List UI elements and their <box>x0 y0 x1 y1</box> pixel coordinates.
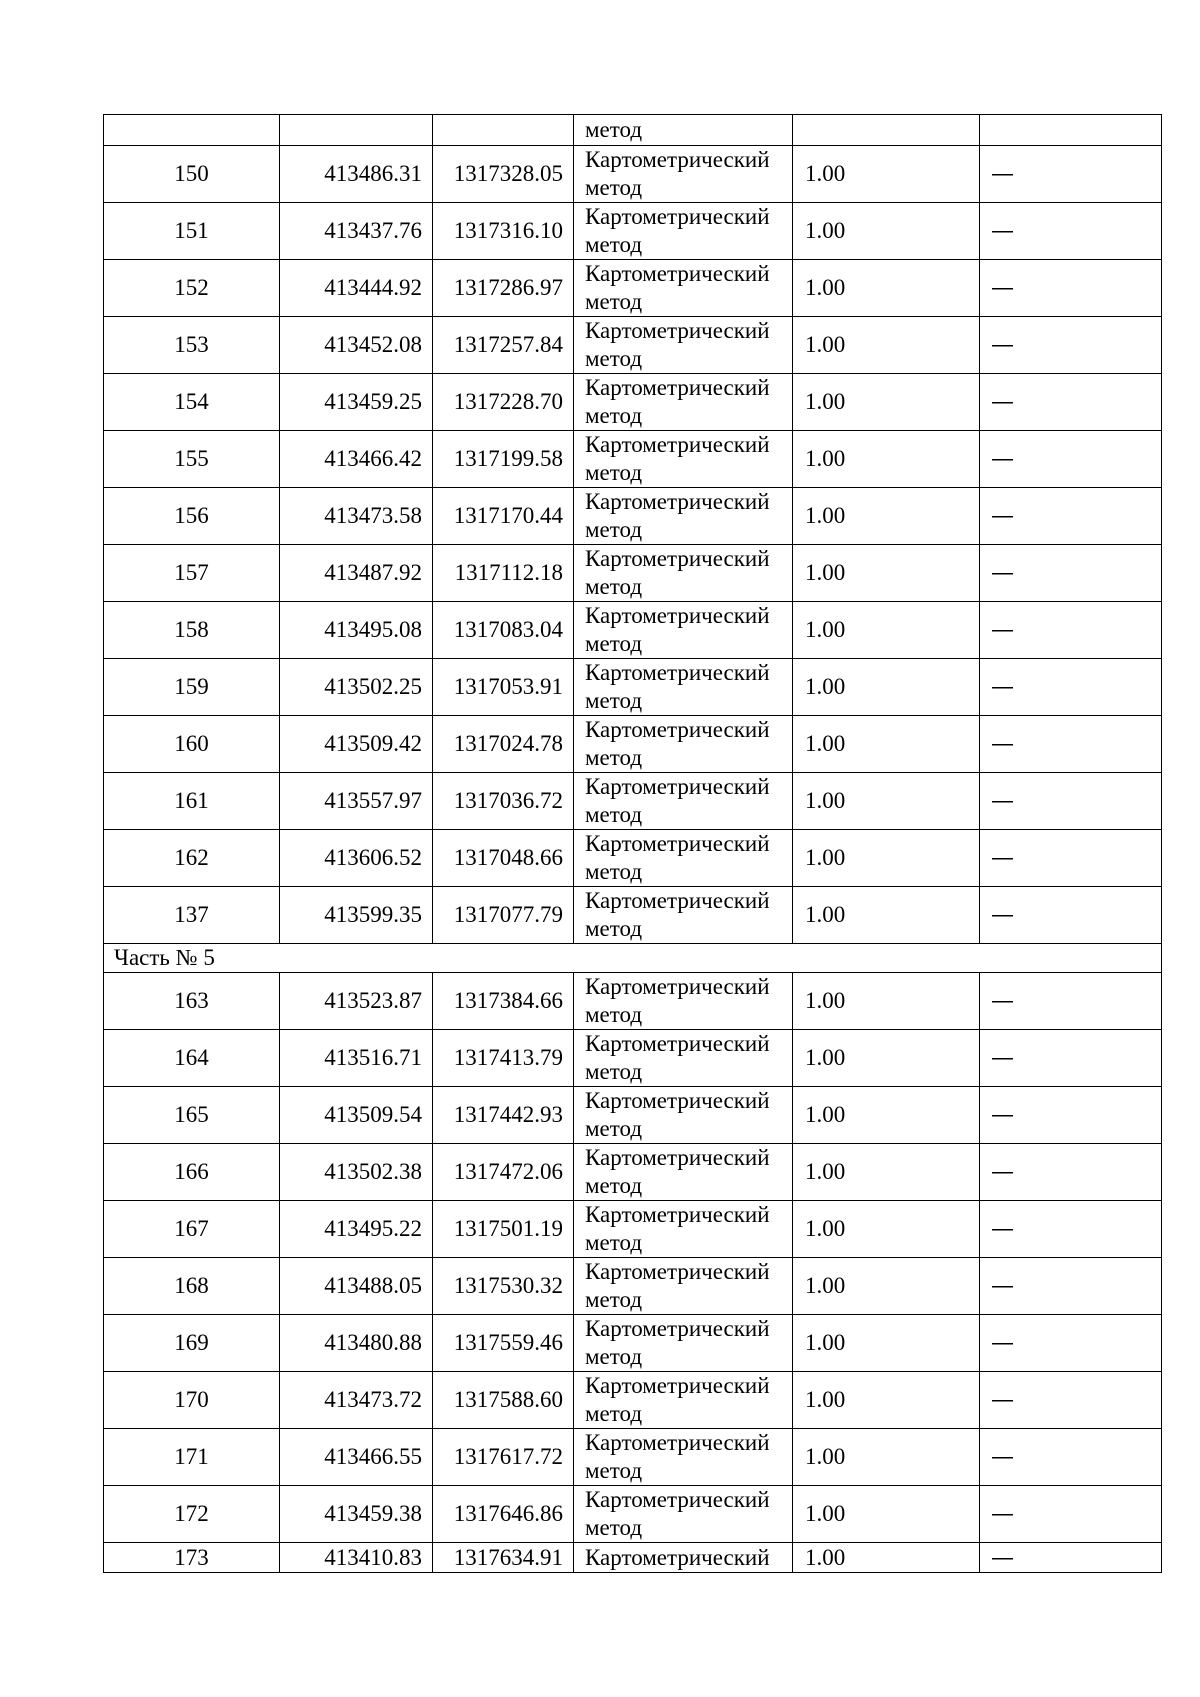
cell-method <box>574 1315 793 1372</box>
cell-coordinate-x: 413466.42 <box>280 431 433 488</box>
method-line-2: метод <box>585 517 643 542</box>
cell-method <box>574 431 793 488</box>
cell-coordinate-y: 1317472.06 <box>433 1144 574 1201</box>
cell-description <box>980 887 1162 944</box>
method-line-1: Картометрический <box>585 831 770 856</box>
cell-point-number: 171 <box>104 1429 280 1486</box>
cell-description <box>980 374 1162 431</box>
cell-description <box>980 1087 1162 1144</box>
method-line-1: Картометрический <box>585 1031 770 1056</box>
table-row <box>104 1087 1162 1144</box>
cell-description <box>980 1486 1162 1543</box>
method-line-2: метод <box>585 859 643 884</box>
cell-description <box>980 716 1162 773</box>
cell-method <box>574 1372 793 1429</box>
cell-coordinate-x: 413486.31 <box>280 146 433 203</box>
cell-method <box>574 659 793 716</box>
method-line-2: метод <box>585 1116 643 1141</box>
cell-method <box>574 1144 793 1201</box>
cell-coordinate-y: 1317530.32 <box>433 1258 574 1315</box>
description-dash: — <box>991 788 1014 814</box>
table-row <box>104 1543 1162 1573</box>
description-dash: — <box>991 1330 1014 1356</box>
cell-point-number: 151 <box>104 203 280 260</box>
cell-accuracy: 1.00 <box>793 1315 980 1372</box>
cell-coordinate-x: 413509.42 <box>280 716 433 773</box>
cell-coordinate-x: 413495.08 <box>280 602 433 659</box>
cell-coordinate-y: 1317083.04 <box>433 602 574 659</box>
cell-coordinate-y: 1317112.18 <box>433 545 574 602</box>
cell-coordinate-x: 413480.88 <box>280 1315 433 1372</box>
cell-description <box>980 602 1162 659</box>
cell-coordinate-y: 1317257.84 <box>433 317 574 374</box>
cell-method <box>574 830 793 887</box>
cell-accuracy: 1.00 <box>793 973 980 1030</box>
cell-description <box>980 973 1162 1030</box>
description-dash: — <box>991 988 1014 1014</box>
description-dash: — <box>991 275 1014 301</box>
description-dash: — <box>991 902 1014 928</box>
cell-accuracy: 1.00 <box>793 716 980 773</box>
method-line-1: Картометрический <box>585 1202 770 1227</box>
method-line-1: Картометрический <box>585 888 770 913</box>
cell-coordinate-y: 1317588.60 <box>433 1372 574 1429</box>
description-dash: — <box>991 617 1014 643</box>
cell-coordinate-y: 1317048.66 <box>433 830 574 887</box>
cell-y-empty <box>433 115 574 146</box>
description-dash: — <box>991 1544 1014 1571</box>
cell-coordinate-y: 1317024.78 <box>433 716 574 773</box>
cell-description <box>980 1144 1162 1201</box>
description-dash: — <box>991 1444 1014 1470</box>
table-row <box>104 830 1162 887</box>
method-line-2: метод <box>585 1002 643 1027</box>
cell-method <box>574 1201 793 1258</box>
cell-accuracy: 1.00 <box>793 830 980 887</box>
method-line-1: Картометрический <box>585 1145 770 1170</box>
cell-point-number: 160 <box>104 716 280 773</box>
method-tail-text: метод <box>585 117 643 142</box>
cell-coordinate-y: 1317316.10 <box>433 203 574 260</box>
cell-coordinate-x: 413599.35 <box>280 887 433 944</box>
method-line-2: метод <box>585 631 643 656</box>
cell-method <box>574 146 793 203</box>
table-row <box>104 1429 1162 1486</box>
table-row <box>104 716 1162 773</box>
method-line-2: метод <box>585 1458 643 1483</box>
method-line-1: Картометрический <box>585 1088 770 1113</box>
table-row <box>104 1372 1162 1429</box>
cell-coordinate-y: 1317501.19 <box>433 1201 574 1258</box>
cell-point-number: 156 <box>104 488 280 545</box>
cell-point-number: 164 <box>104 1030 280 1087</box>
table-row <box>104 545 1162 602</box>
cell-description <box>980 1372 1162 1429</box>
method-line-2: метод <box>585 460 643 485</box>
cell-accuracy: 1.00 <box>793 146 980 203</box>
cell-point-number: 150 <box>104 146 280 203</box>
cell-coordinate-y: 1317170.44 <box>433 488 574 545</box>
method-line-2: метод <box>585 1287 643 1312</box>
method-line-2: метод <box>585 688 643 713</box>
table-row <box>104 317 1162 374</box>
method-line-2: метод <box>585 802 643 827</box>
method-line-2: метод <box>585 1344 643 1369</box>
method-line-1: Картометрический <box>585 1373 770 1398</box>
cell-description <box>980 830 1162 887</box>
description-dash: — <box>991 731 1014 757</box>
cell-point-number: 155 <box>104 431 280 488</box>
method-line-1: Картометрический <box>585 318 770 343</box>
cell-coordinate-y: 1317617.72 <box>433 1429 574 1486</box>
cell-description <box>980 260 1162 317</box>
section-row <box>104 944 1162 973</box>
table-row <box>104 146 1162 203</box>
method-line-1: Картометрический <box>585 1316 770 1341</box>
cell-point-number: 154 <box>104 374 280 431</box>
cell-method <box>574 488 793 545</box>
method-line-1: Картометрический <box>585 717 770 742</box>
method-line-2: метод <box>585 1173 643 1198</box>
cell-accuracy: 1.00 <box>793 1543 980 1573</box>
description-dash: — <box>991 218 1014 244</box>
cell-point-number: 153 <box>104 317 280 374</box>
cell-accuracy-empty <box>793 115 980 146</box>
cell-accuracy: 1.00 <box>793 602 980 659</box>
table-row <box>104 1315 1162 1372</box>
cell-point-number: 162 <box>104 830 280 887</box>
cell-accuracy: 1.00 <box>793 1486 980 1543</box>
table-row <box>104 887 1162 944</box>
table-row <box>104 488 1162 545</box>
cell-accuracy: 1.00 <box>793 488 980 545</box>
method-line-1: Картометрический <box>585 774 770 799</box>
cell-method <box>574 973 793 1030</box>
description-dash: — <box>991 1045 1014 1071</box>
cell-coordinate-y: 1317228.70 <box>433 374 574 431</box>
cell-accuracy: 1.00 <box>793 773 980 830</box>
table-row <box>104 1030 1162 1087</box>
method-line-1: Картометрический <box>585 204 770 229</box>
cell-accuracy: 1.00 <box>793 203 980 260</box>
cell-method <box>574 602 793 659</box>
cell-method <box>574 260 793 317</box>
cell-coordinate-x: 413495.22 <box>280 1201 433 1258</box>
table-row <box>104 1201 1162 1258</box>
method-line-1: Картометрический <box>585 1430 770 1455</box>
cell-point-number: 165 <box>104 1087 280 1144</box>
cell-accuracy: 1.00 <box>793 260 980 317</box>
cell-point-number: 157 <box>104 545 280 602</box>
description-dash: — <box>991 503 1014 529</box>
method-line-2: метод <box>585 403 643 428</box>
cell-coordinate-y: 1317036.72 <box>433 773 574 830</box>
cell-accuracy: 1.00 <box>793 659 980 716</box>
cell-coordinate-x: 413410.83 <box>280 1543 433 1573</box>
description-dash: — <box>991 1216 1014 1242</box>
cell-method <box>574 374 793 431</box>
cell-coordinate-x: 413444.92 <box>280 260 433 317</box>
cell-coordinate-x: 413502.38 <box>280 1144 433 1201</box>
cell-point-number: 167 <box>104 1201 280 1258</box>
method-line-1: Картометрический <box>585 603 770 628</box>
cell-point-number: 168 <box>104 1258 280 1315</box>
cell-description <box>980 317 1162 374</box>
cell-coordinate-x: 413473.72 <box>280 1372 433 1429</box>
cell-method <box>574 887 793 944</box>
cell-description <box>980 203 1162 260</box>
cell-method <box>574 1030 793 1087</box>
description-dash: — <box>991 560 1014 586</box>
description-dash: — <box>991 674 1014 700</box>
table-row <box>104 374 1162 431</box>
cell-coordinate-y: 1317559.46 <box>433 1315 574 1372</box>
method-line-2: метод <box>585 1059 643 1084</box>
description-dash: — <box>991 1387 1014 1413</box>
cell-accuracy: 1.00 <box>793 1030 980 1087</box>
cell-method <box>574 773 793 830</box>
description-dash: — <box>991 389 1014 415</box>
method-line-1: Картометрический <box>585 432 770 457</box>
table-row <box>104 659 1162 716</box>
cell-point-number: 161 <box>104 773 280 830</box>
table-row <box>104 1258 1162 1315</box>
method-line-1: Картометрический <box>585 546 770 571</box>
cell-description <box>980 146 1162 203</box>
cell-point-number: 158 <box>104 602 280 659</box>
method-line-2: метод <box>585 346 643 371</box>
cell-point-number: 172 <box>104 1486 280 1543</box>
cell-coordinate-y: 1317053.91 <box>433 659 574 716</box>
cell-accuracy: 1.00 <box>793 317 980 374</box>
method-line-1: Картометрический <box>585 375 770 400</box>
cell-coordinate-y: 1317646.86 <box>433 1486 574 1543</box>
method-line-2: метод <box>585 289 643 314</box>
cell-accuracy: 1.00 <box>793 887 980 944</box>
method-line-1: Картометрический <box>585 660 770 685</box>
cell-accuracy: 1.00 <box>793 545 980 602</box>
cell-coordinate-x: 413509.54 <box>280 1087 433 1144</box>
description-dash: — <box>991 1501 1014 1527</box>
description-dash: — <box>991 332 1014 358</box>
cell-coordinate-x: 413557.97 <box>280 773 433 830</box>
table-row <box>104 773 1162 830</box>
cell-description <box>980 1201 1162 1258</box>
method-line-2: метод <box>585 1401 643 1426</box>
method-line-1: Картометрический <box>585 489 770 514</box>
cell-coordinate-x: 413488.05 <box>280 1258 433 1315</box>
cell-coordinate-x: 413459.25 <box>280 374 433 431</box>
cell-point-number: 170 <box>104 1372 280 1429</box>
method-line-1: Картометрический <box>585 1259 770 1284</box>
coordinates-table <box>103 114 1162 1573</box>
method-line-2: метод <box>585 574 643 599</box>
cell-coordinate-y: 1317328.05 <box>433 146 574 203</box>
method-line-2: метод <box>585 916 643 941</box>
description-dash: — <box>991 1159 1014 1185</box>
cell-method <box>574 1258 793 1315</box>
description-dash: — <box>991 161 1014 187</box>
cell-coordinate-x: 413437.76 <box>280 203 433 260</box>
method-line-1: Картометрический <box>585 974 770 999</box>
method-line-2: метод <box>585 1230 643 1255</box>
table-row <box>104 1144 1162 1201</box>
cell-description <box>980 488 1162 545</box>
cell-method-continued <box>574 115 793 146</box>
cell-method <box>574 317 793 374</box>
cell-coordinate-y: 1317286.97 <box>433 260 574 317</box>
table-row <box>104 602 1162 659</box>
cell-x-empty <box>280 115 433 146</box>
cell-coordinate-x: 413452.08 <box>280 317 433 374</box>
cell-description <box>980 431 1162 488</box>
cell-accuracy: 1.00 <box>793 1087 980 1144</box>
method-line-2: метод <box>585 1515 643 1540</box>
cell-description <box>980 1258 1162 1315</box>
description-dash: — <box>991 446 1014 472</box>
table-row-continued <box>104 115 1162 146</box>
method-line-2: метод <box>585 745 643 770</box>
cell-coordinate-x: 413523.87 <box>280 973 433 1030</box>
cell-coordinate-x: 413502.25 <box>280 659 433 716</box>
cell-method <box>574 203 793 260</box>
cell-accuracy: 1.00 <box>793 1258 980 1315</box>
description-dash: — <box>991 1273 1014 1299</box>
table-row <box>104 260 1162 317</box>
cell-accuracy: 1.00 <box>793 374 980 431</box>
cell-number-empty <box>104 115 280 146</box>
method-line-2: метод <box>585 232 643 257</box>
section-label: Часть № 5 <box>104 944 1162 973</box>
cell-accuracy: 1.00 <box>793 1429 980 1486</box>
table-row <box>104 431 1162 488</box>
cell-coordinate-y: 1317442.93 <box>433 1087 574 1144</box>
description-dash: — <box>991 845 1014 871</box>
cell-point-number: 163 <box>104 973 280 1030</box>
description-dash: — <box>991 1102 1014 1128</box>
coordinates-table-body <box>104 115 1162 1573</box>
method-line-2: метод <box>585 175 643 200</box>
cell-point-number: 173 <box>104 1543 280 1573</box>
cell-description-empty <box>980 115 1162 146</box>
cell-accuracy: 1.00 <box>793 1144 980 1201</box>
method-line-1: Картометрический <box>585 147 770 172</box>
cell-coordinate-x: 413487.92 <box>280 545 433 602</box>
table-row <box>104 973 1162 1030</box>
cell-method <box>574 716 793 773</box>
cell-coordinate-x: 413516.71 <box>280 1030 433 1087</box>
cell-method <box>574 1087 793 1144</box>
cell-coordinate-y: 1317384.66 <box>433 973 574 1030</box>
cell-point-number: 166 <box>104 1144 280 1201</box>
cell-coordinate-y: 1317077.79 <box>433 887 574 944</box>
cell-description <box>980 1030 1162 1087</box>
cell-point-number: 137 <box>104 887 280 944</box>
cell-method <box>574 1543 793 1573</box>
table-row <box>104 1486 1162 1543</box>
cell-description <box>980 545 1162 602</box>
cell-method <box>574 1429 793 1486</box>
cell-method <box>574 545 793 602</box>
method-line-1: Картометрический <box>585 1487 770 1512</box>
cell-coordinate-y: 1317413.79 <box>433 1030 574 1087</box>
cell-description <box>980 773 1162 830</box>
cell-coordinate-y: 1317199.58 <box>433 431 574 488</box>
cell-accuracy: 1.00 <box>793 1372 980 1429</box>
method-line-1: Картометрический <box>585 261 770 286</box>
cell-accuracy: 1.00 <box>793 431 980 488</box>
cell-point-number: 159 <box>104 659 280 716</box>
cell-description <box>980 1429 1162 1486</box>
cell-point-number: 169 <box>104 1315 280 1372</box>
cell-coordinate-y: 1317634.91 <box>433 1543 574 1573</box>
cell-coordinate-x: 413473.58 <box>280 488 433 545</box>
cell-description <box>980 1543 1162 1573</box>
cell-description <box>980 1315 1162 1372</box>
cell-coordinate-x: 413606.52 <box>280 830 433 887</box>
table-row <box>104 203 1162 260</box>
cell-method <box>574 1486 793 1543</box>
cell-coordinate-x: 413466.55 <box>280 1429 433 1486</box>
cell-point-number: 152 <box>104 260 280 317</box>
cell-description <box>980 659 1162 716</box>
cell-coordinate-x: 413459.38 <box>280 1486 433 1543</box>
method-line-1: Картометрический <box>585 1544 770 1570</box>
cell-accuracy: 1.00 <box>793 1201 980 1258</box>
